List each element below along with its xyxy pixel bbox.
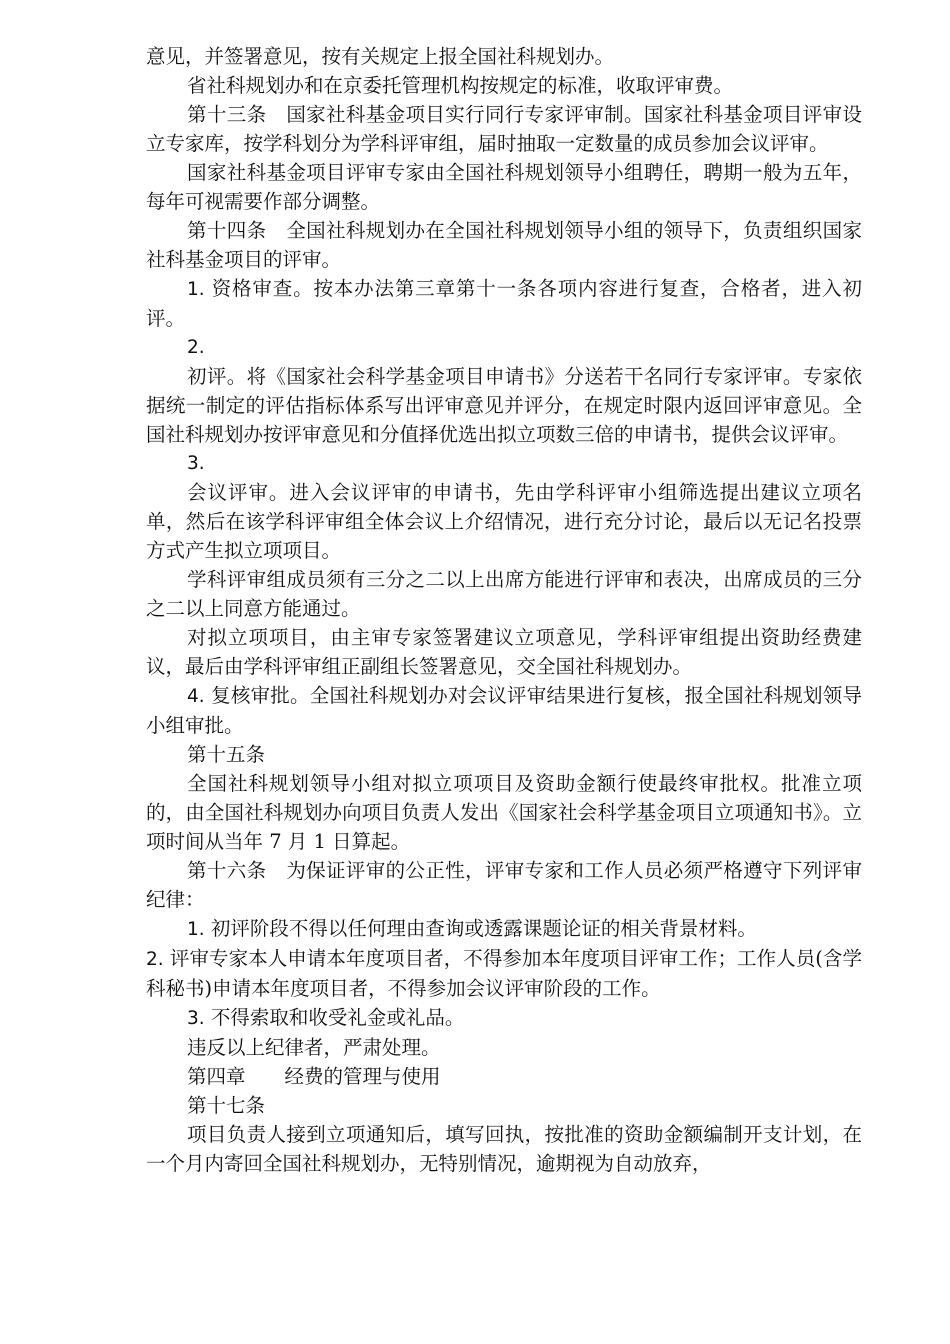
item-4-final-approval: [146, 681, 862, 740]
item-number: 4.: [187, 686, 205, 707]
paragraph-review-fee: 省社科规划办和在京委托管理机构按规定的标准，收取评审费。: [187, 74, 734, 97]
item-text: 初评阶段不得以任何理由查询或透露课题论证的相关背景材料。: [204, 917, 757, 940]
paragraph-expert-appointment: 国家社科基金项目评审专家由全国社科规划领导小组聘任，聘期一般为五年，每年可视需要作部分调整。: [146, 161, 862, 213]
item-number: 2.: [146, 949, 164, 970]
item-1-qualification-review: [146, 274, 862, 333]
chapter-4-heading: 第四章 经费的管理与使用: [187, 1065, 441, 1088]
paragraph-initial-review: 初评。将《国家社会科学基金项目申请书》分送若干名同行专家评审。专家依据统一制定的评估指标体系写出评审意见并评分，在规定时限内返回评审意见。全国社科规划办按评审意见和分值择优选出拟立项数三倍的申请书，提供会议评审。: [146, 365, 862, 446]
article-17-heading: 第十七条: [187, 1094, 266, 1117]
paragraph-meeting-review: 会议评审。进入会议评审的申请书，先由学科评审小组筛选提出建议立项名单，然后在该学科评审组全体会议上介绍情况，进行充分讨论，最后以无记名投票方式产生拟立项项目。: [146, 481, 862, 562]
discipline-item-1: [146, 914, 862, 944]
item-3-number: 3.: [187, 453, 205, 474]
article-13: 第十三条 国家社科基金项目实行同行专家评审制。国家社科基金项目评审设立专家库，按学科划分为学科评审组，届时抽取一定数量的成员参加会议评审。: [146, 103, 862, 155]
paragraph-violation: 违反以上纪律者，严肃处理。: [187, 1036, 441, 1059]
item-text: 资格审查。按本办法第三章第十一条各项内容进行复查，合格者，进入初评。: [146, 277, 862, 330]
item-2-number: 2.: [187, 337, 205, 358]
paragraph-proposed-projects: 对拟立项项目，由主审专家签署建议立项意见，学科评审组提出资助经费建议，最后由学科评审组正副组长签署意见，交全国社科规划办。: [146, 626, 862, 678]
item-text: 复核审批。全国社科规划办对会议评审结果进行复核，报全国社科规划领导小组审批。: [146, 684, 862, 737]
item-number: 1.: [187, 279, 205, 300]
article-15-heading: 第十五条: [187, 743, 266, 766]
document-page: [146, 42, 862, 1178]
item-text: 评审专家本人申请本年度项目者，不得参加本年度项目评审工作；工作人员(含学科秘书)申请本年度项目者，不得参加会议评审阶段的工作。: [146, 947, 862, 1000]
article-16: 第十六条 为保证评审的公正性，评审专家和工作人员必须严格遵守下列评审纪律：: [146, 859, 862, 911]
discipline-item-2: [146, 944, 862, 1003]
item-text: 不得索取和收受礼金或礼品。: [204, 1006, 465, 1029]
item-number: 1.: [187, 919, 205, 940]
article-14: 第十四条 全国社科规划办在全国社科规划领导小组的领导下，负责组织国家社科基金项目的评审。: [146, 219, 862, 271]
item-number: 3.: [187, 1008, 205, 1029]
paragraph-continuation: 意见，并签署意见，按有关规定上报全国社科规划办。: [146, 45, 615, 68]
paragraph-quorum: 学科评审组成员须有三分之二以上出席方能进行评审和表决，出席成员的三分之二以上同意方能通过。: [146, 568, 862, 620]
paragraph-approval-authority: 全国社科规划领导小组对拟立项项目及资助金额行使最终审批权。批准立项的，由全国社科规划办向项目负责人发出《国家社会科学基金项目立项通知书》。立项时间从当年 7 月 1 日算起。: [146, 772, 862, 853]
discipline-item-3: [146, 1003, 862, 1033]
paragraph-funding-plan: 项目负责人接到立项通知后，填写回执，按批准的资助金额编制开支计划，在一个月内寄回全国社科规划办，无特别情况，逾期视为自动放弃，: [146, 1123, 862, 1175]
